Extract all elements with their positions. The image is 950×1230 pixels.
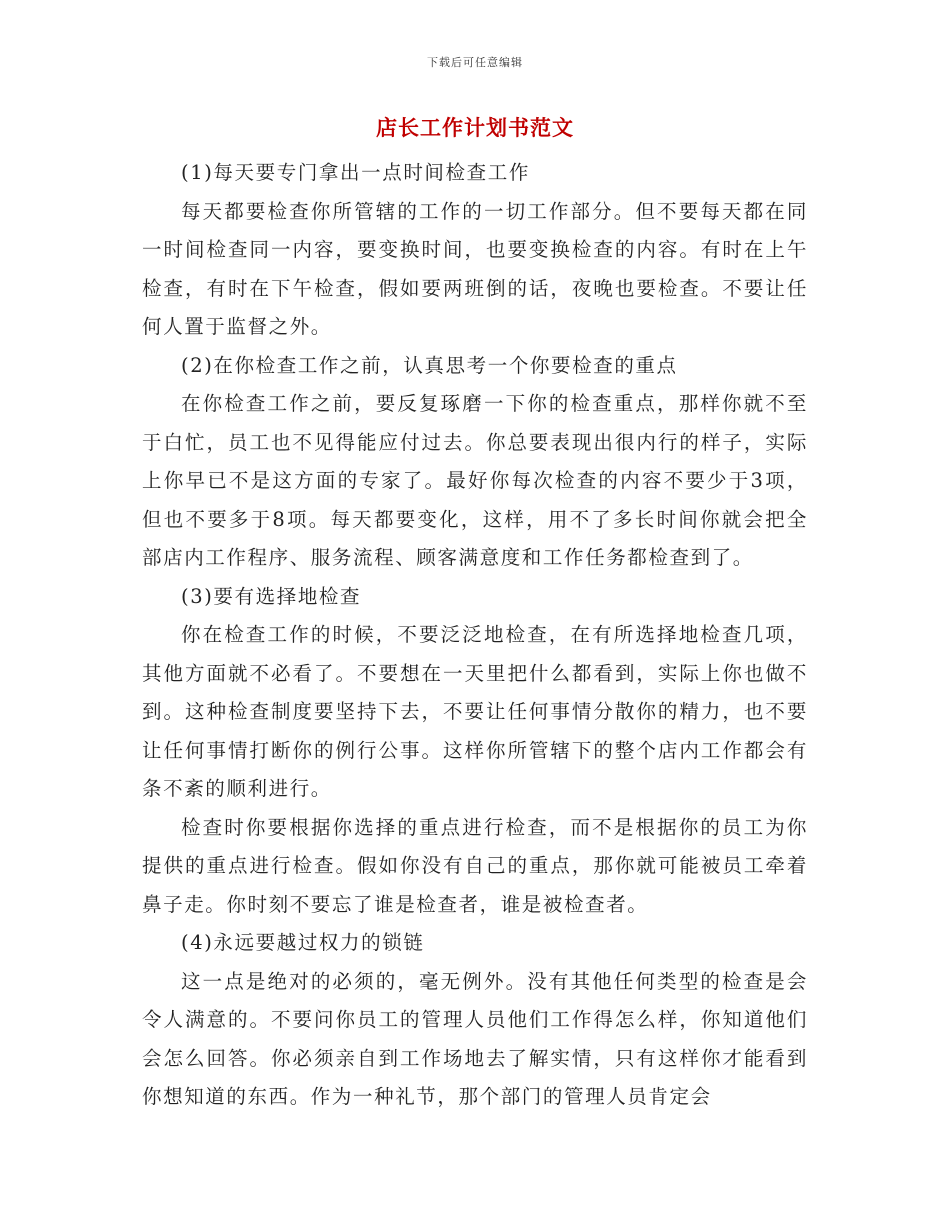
paragraph: 在你检查工作之前，要反复琢磨一下你的检查重点，那样你就不至于白忙，员工也不见得能应付过去。你总要表现出很内行的样子，实际上你早已不是这方面的专家了。最好你每次检查的内容不要少于3项，但也不要多于8项。每天都要变化，这样，用不了多长时间你就会把全部店内工作程序、服务流程、顾客满意度和工作任务都检查到了。 — [142, 392, 808, 569]
paragraph: 检查时你要根据你选择的重点进行检查，而不是根据你的员工为你提供的重点进行检查。假如你没有自己的重点，那你就可能被员工牵着鼻子走。你时刻不要忘了谁是检查者，谁是被检查者。 — [142, 815, 808, 916]
document-title: 店长工作计划书范文 — [376, 115, 574, 140]
paragraph: 你在检查工作的时候，不要泛泛地检查，在有所选择地检查几项，其他方面就不必看了。不要想在一天里把什么都看到，实际上你也做不到。这种检查制度要坚持下去，不要让任何事情分散你的精力，也不要让任何事情打断你的例行公事。这样你所管辖下的整个店内工作都会有条不紊的顺利进行。 — [142, 623, 808, 800]
paragraph: (1)每天要专门拿出一点时间检查工作 — [181, 161, 530, 184]
paragraph: 每天都要检查你所管辖的工作的一切工作部分。但不要每天都在同一时间检查同一内容，要变换时间，也要变换检查的内容。有时在上午检查，有时在下午检查，假如要两班倒的话，夜晚也要检查。不要让任何人置于监督之外。 — [142, 199, 808, 338]
header-note: 下载后可任意编辑 — [427, 56, 523, 69]
paragraph: (3)要有选择地检查 — [181, 584, 362, 608]
paragraph: 这一点是绝对的必须的，毫无例外。没有其他任何类型的检查是会令人满意的。不要问你员工的管理人员他们工作得怎么样，你知道他们会怎么回答。你必须亲自到工作场地去了解实情，只有这样你才能看到你想知道的东西。作为一种礼节，那个部门的管理人员肯定会 — [142, 969, 808, 1108]
paragraph: (2)在你检查工作之前，认真思考一个你要检查的重点 — [181, 353, 678, 377]
document-body — [142, 154, 808, 1117]
paragraph: (4)永远要越过权力的锁链 — [181, 931, 425, 954]
